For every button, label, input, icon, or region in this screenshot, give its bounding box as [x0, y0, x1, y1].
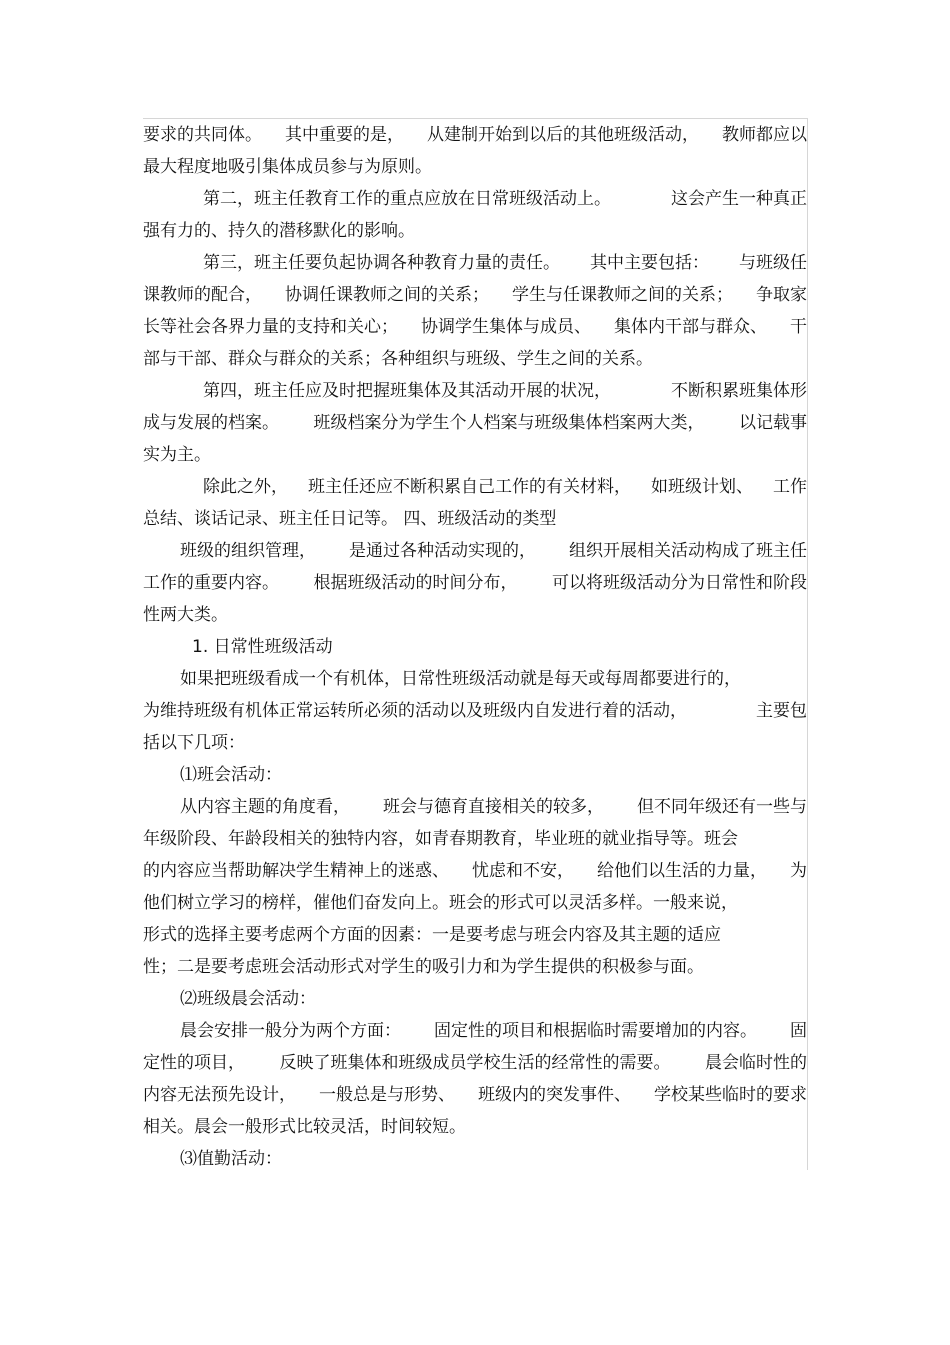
text-segment: 学校某些临时的要求	[654, 1085, 807, 1105]
text-segment: 班级档案分为学生个人档案与班级集体档案两大类，	[313, 413, 705, 433]
text-segment: 内容无法预先设计，	[143, 1085, 296, 1105]
text-line: 年级阶段、年龄段相关的独特内容，如青春期教育，毕业班的就业指导等。班会	[143, 829, 738, 849]
text-segment: 以记载事	[739, 413, 807, 433]
text-line: 性两大类。	[143, 605, 228, 625]
text-segment: 干	[790, 317, 807, 337]
text-segment: 集体内干部与群众、	[614, 317, 767, 337]
text-line: 他们树立学习的榜样，催他们奋发向上。班会的形式可以灵活多样。一般来说，	[143, 893, 738, 913]
text-segment: 课教师的配合，	[143, 285, 262, 305]
text-segment: 第二，班主任教育工作的重点应放在日常班级活动上。	[203, 189, 611, 209]
text-line	[203, 476, 807, 498]
text-segment: 其中主要包括：	[590, 253, 709, 273]
text-line: 总结、谈话记录、班主任日记等。 四、班级活动的类型	[143, 509, 557, 529]
subsection-heading: ⑵班级晨会活动：	[180, 989, 316, 1009]
text-segment: 成与发展的档案。	[143, 413, 279, 433]
text-line	[143, 284, 807, 306]
text-segment: 的内容应当帮助解决学生精神上的迷惑、	[143, 861, 449, 881]
text-line: 强有力的、持久的潜移默化的影响。	[143, 221, 415, 241]
text-segment: 争取家	[756, 285, 807, 305]
text-segment: 从内容主题的角度看，	[180, 797, 350, 817]
text-segment: 根据班级活动的时间分布，	[313, 573, 518, 593]
text-segment: 工作的重要内容。	[143, 573, 279, 593]
text-line	[203, 252, 807, 274]
text-segment: 主要包	[756, 701, 807, 721]
text-segment: 教师都应以	[722, 125, 807, 145]
text-segment: 除此之外，	[203, 477, 288, 497]
text-segment: 班级内的突发事件、	[478, 1085, 631, 1105]
text-segment: 固	[790, 1021, 807, 1041]
text-line: 最大程度地吸引集体成员参与为原则。	[143, 157, 432, 177]
text-line	[143, 700, 807, 722]
subsection-heading: ⑶值勤活动：	[180, 1149, 282, 1169]
text-line	[143, 124, 807, 146]
text-segment: 第四，班主任应及时把握班集体及其活动开展的状况，	[203, 381, 611, 401]
text-segment: 协调任课教师之间的关系；	[285, 285, 489, 305]
text-segment: 其中重要的是，	[285, 125, 404, 145]
text-segment: 从建制开始到以后的其他班级活动，	[427, 125, 699, 145]
page-border-top	[143, 118, 807, 119]
text-segment: 为维持班级有机体正常运转所必须的活动以及班级内自发进行着的活动，	[143, 701, 687, 721]
text-line	[203, 188, 807, 210]
text-line	[143, 412, 807, 434]
text-line: 括以下几项：	[143, 733, 245, 753]
text-segment: 组织开展相关活动构成了班主任	[569, 541, 807, 561]
text-segment: 定性的项目，	[143, 1053, 245, 1073]
text-line: 相关。晨会一般形式比较灵活，时间较短。	[143, 1117, 466, 1137]
text-segment: 不断积累班集体形	[671, 381, 807, 401]
text-segment: 要求的共同体。	[143, 125, 262, 145]
text-segment: 工作	[773, 477, 807, 497]
text-line	[180, 796, 807, 818]
text-line: 部与干部、群众与群众的关系；各种组织与班级、学生之间的关系。	[143, 349, 653, 369]
text-segment: 如班级计划、	[651, 477, 753, 497]
text-segment: 学生与任课教师之间的关系；	[512, 285, 733, 305]
text-segment: 第三，班主任要负起协调各种教育力量的责任。	[203, 253, 560, 273]
text-segment: 与班级任	[739, 253, 807, 273]
text-line	[143, 572, 807, 594]
text-segment: 长等社会各界力量的支持和关心；	[143, 317, 398, 337]
text-segment: 班级的组织管理，	[180, 541, 316, 561]
text-line: 形式的选择主要考虑两个方面的因素：一是要考虑与班会内容及其主题的适应	[143, 925, 721, 945]
text-line	[143, 316, 807, 338]
text-line	[203, 380, 807, 402]
text-line	[143, 860, 807, 882]
text-segment: 晨会安排一般分为两个方面：	[180, 1021, 401, 1041]
text-segment: 一般总是与形势、	[319, 1085, 455, 1105]
text-segment: 这会产生一种真正	[671, 189, 807, 209]
subsection-heading: ⑴班会活动：	[180, 765, 282, 785]
text-segment: 给他们以生活的力量，	[597, 861, 767, 881]
text-line	[143, 1052, 807, 1074]
text-line: 如果把班级看成一个有机体，日常性班级活动就是每天或每周都要进行的，	[180, 669, 741, 689]
text-segment: 为	[790, 861, 807, 881]
text-segment: 固定性的项目和根据临时需要增加的内容。	[434, 1021, 757, 1041]
text-line: 实为主。	[143, 445, 211, 465]
section-heading: 1. 日常性班级活动	[192, 637, 333, 657]
text-segment: 可以将班级活动分为日常性和阶段	[552, 573, 807, 593]
text-segment: 班主任还应不断积累自己工作的有关材料，	[308, 477, 631, 497]
text-segment: 反映了班集体和班级成员学校生活的经常性的需要。	[279, 1053, 671, 1073]
text-segment: 协调学生集体与成员、	[421, 317, 591, 337]
text-segment: 晨会临时性的	[705, 1053, 807, 1073]
text-line	[180, 1020, 807, 1042]
text-line	[143, 1084, 807, 1106]
text-segment: 班会与德育直接相关的较多，	[383, 797, 604, 817]
text-line: 性；二是要考虑班会活动形式对学生的吸引力和为学生提供的积极参与面。	[143, 957, 704, 977]
text-line	[180, 540, 807, 562]
text-segment: 但不同年级还有一些与	[637, 797, 807, 817]
text-segment: 是通过各种活动实现的，	[349, 541, 536, 561]
text-segment: 忧虑和不安，	[472, 861, 574, 881]
